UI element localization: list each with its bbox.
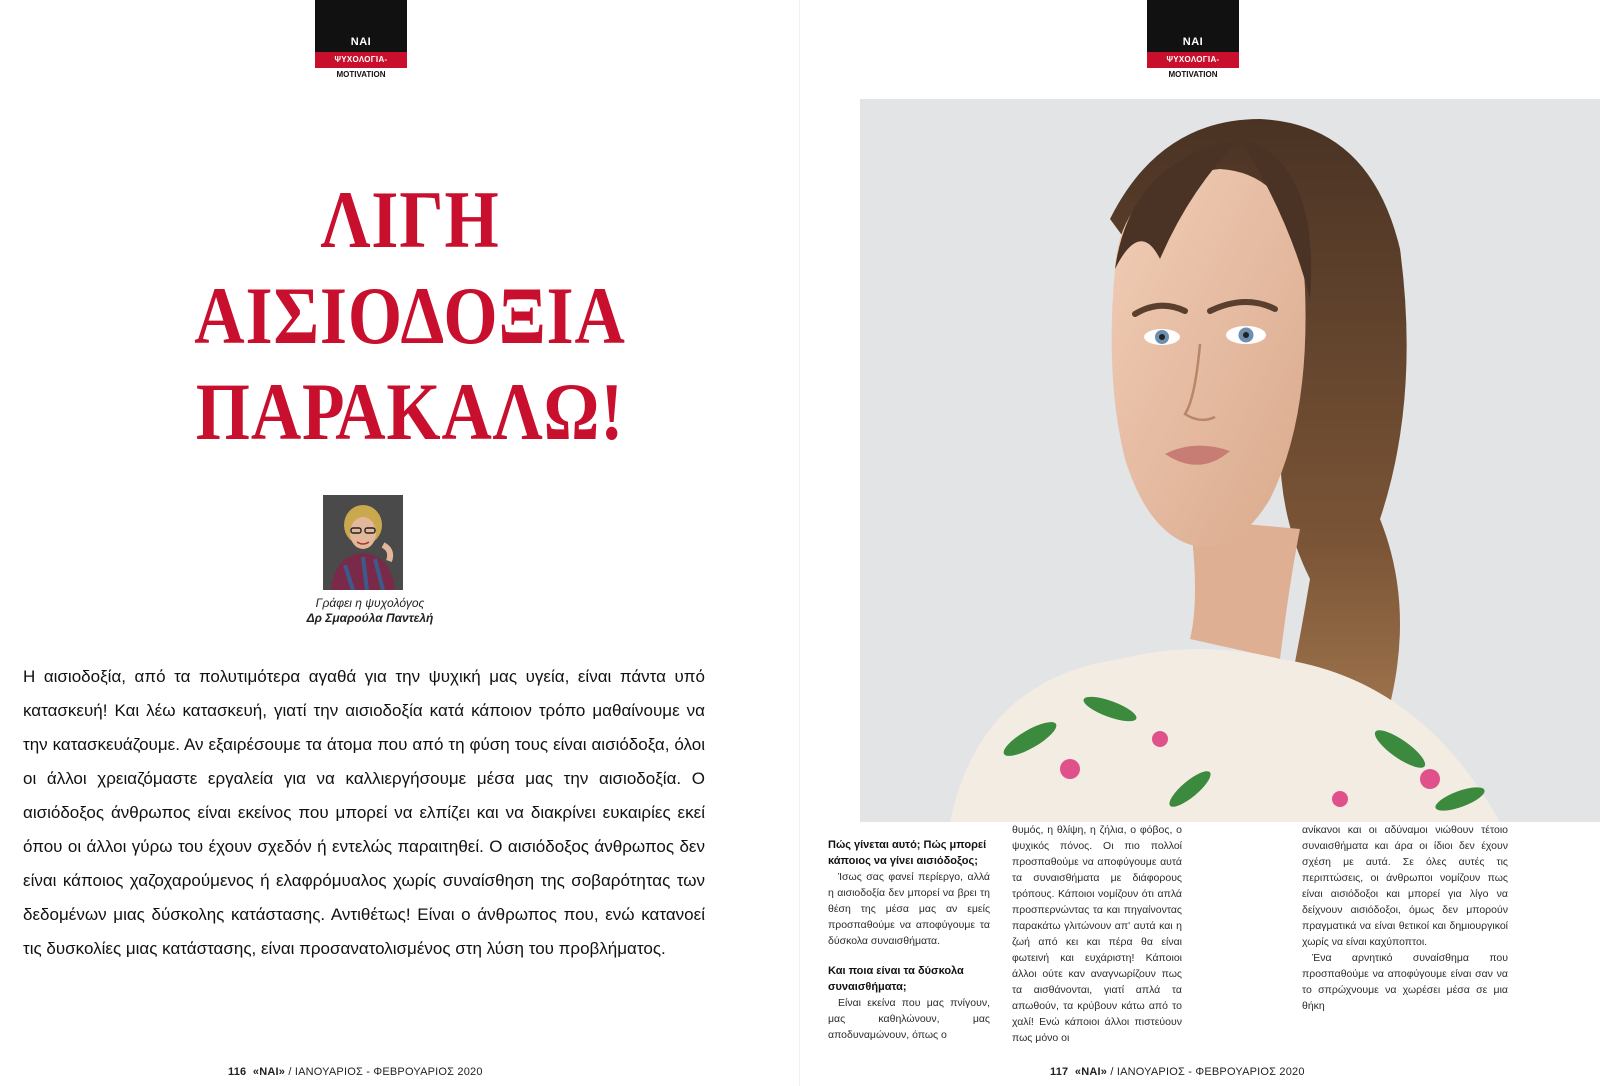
page-number: 116 (228, 1066, 247, 1078)
page-number: 117 (1050, 1066, 1069, 1078)
section-tag-nai: ΝΑΙ (1147, 0, 1239, 52)
article-column-3 (1302, 822, 1508, 1014)
right-page (800, 0, 1600, 1086)
portrait-illustration (860, 99, 1600, 822)
article-column-1 (828, 837, 990, 1043)
hero-photo (860, 99, 1600, 822)
magazine-name: «ΝΑΙ» (1074, 1066, 1108, 1078)
section-tag-sub: MOTIVATION (336, 70, 386, 79)
issue-date: / ΙΑΝΟΥΑΡΙΟΣ - ΦΕΒΡΟΥΑΡΙΟΣ 2020 (1110, 1066, 1305, 1078)
title-line-1: ΛΙΓΗ (320, 174, 500, 265)
section-tag (315, 0, 407, 79)
section-tag (1147, 0, 1239, 79)
title-line-3: ΠΑΡΑΚΑΛΩ! (195, 366, 625, 457)
intro-paragraph: Η αισιοδοξία, από τα πολυτιμότερα αγαθά για την ψυχική μας υγεία, είναι πάντα υπό κατασκευή! Και λέω κατασκευή, γιατί την αισιοδοξία κατά κάποιον τρόπο μαθαίνουμε να την κατασκευάζουμε. Αν εξαιρέσουμε τα άτομα που από τη φύση τους είναι αισιόδοξα, όλοι οι άλλοι χρειαζόμαστε εργαλεία για να καλλιεργήσουμε μέσα μας την αισιοδοξία. Ο αισιόδοξος άνθρωπος είναι εκείνος που μπορεί να ελπίζει και να διακρίνει ευκαιρίες εκεί όπου οι άλλοι γύρω του έχουν σχεδόν ή εντελώς παραιτηθεί. Ο αισιόδοξος άνθρωπος δεν είναι κάποιος χαζοχαρούμενος ή ελαφρόμυαλος χωρίς συναίσθηση της σοβαρότητας των δεδομένων μιας δύσκολης κατάστασης. Αντιθέτως! Είναι ο άνθρωπος που, ενώ κατανοεί τις δυσκολίες μιας κατάστασης, είναι προσανατολισμένος στη λύση του προβλήματος. (23, 667, 705, 958)
column-3-paragraph-1: ανίκανοι και οι αδύναμοι νιώθουν τέτοιο συναισθήματα και άρα οι ίδιοι δεν έχουν σχέση με αυτά. Σε όλες αυτές τις περιπτώσεις, οι άνθρωποι νομίζουν πως είναι αισιόδοξοι και μπορεί για λίγο να δείχνουν αισιόδοξοι, όμως δεν μπορούν πραγματικά να είναι θετικοί και δημιουργικοί χωρίς να είναι καχύποπτοι. (1302, 824, 1508, 948)
author-portrait-illustration (323, 495, 403, 590)
page-footer (1050, 1066, 1305, 1078)
issue-date: / ΙΑΝΟΥΑΡΙΟΣ - ΦΕΒΡΟΥΑΡΙΟΣ 2020 (288, 1066, 483, 1078)
column-1-paragraph-2: Είναι εκείνα που μας πνίγουν, μας καθηλώνουν, μας αποδυναμώνουν, όπως ο (828, 997, 990, 1041)
article-title (96, 172, 725, 460)
column-3-paragraph-2: Ένα αρνητικό συναίσθημα που προσπαθούμε να αποφύγουμε είναι σαν να το σπρώχνουμε να χωρέσει μέσα σε μια θήκη (1302, 952, 1508, 1012)
author-caption (200, 596, 540, 626)
section-tag-category: ΨΥΧΟΛΟΓΙΑ- (1147, 52, 1239, 68)
section-tag-sub: MOTIVATION (1168, 70, 1218, 79)
section-tag-category: ΨΥΧΟΛΟΓΙΑ- (315, 52, 407, 68)
article-column-2 (1012, 822, 1182, 1046)
subheading-how: Πώς γίνεται αυτό; Πώς μπορεί κάποιος να γίνει αισιόδοξος; (828, 839, 987, 867)
magazine-name: «ΝΑΙ» (252, 1066, 286, 1078)
section-tag-nai: ΝΑΙ (315, 0, 407, 52)
column-2-paragraph-1: θυμός, η θλίψη, η ζήλια, ο φόβος, ο ψυχικός πόνος. Οι πιο πολλοί προσπαθούμε να αποφύγουμε αυτά τα συναισθήματα με διάφορους τρόπους. Κάποιοι νομίζουν ότι απλά προσπερνώντας τα και πηγαίνοντας παρακάτω γλιτώνουν απ' αυτά και η ζωή από κει και πέρα θα είναι φωτεινή και ευχάριστη! Κάποιοι άλλοι ούτε καν αναγνωρίζουν πως τα αισθάνονται, γιατί απλά τα απωθούν, τα κρύβουν κάτω από το χαλί! Ενώ κάποιοι άλλοι πιστεύουν πως μόνο οι (1012, 824, 1182, 1044)
author-photo (323, 495, 403, 590)
subheading-difficult-feelings: Και ποια είναι τα δύσκολα συναισθήματα; (828, 965, 964, 993)
page-footer (228, 1066, 483, 1078)
author-name: Δρ Σμαρούλα Παντελή (306, 611, 434, 625)
author-writes: Γράφει η ψυχολόγος (315, 596, 425, 610)
column-1-paragraph-1: Ίσως σας φανεί περίεργο, αλλά η αισιοδοξία δεν μπορεί να βρει τη θέση της μέσα μας αν εμείς προσπαθούμε να αποφύγουμε τα δύσκολα συναισθήματα. (828, 871, 990, 947)
title-line-2: ΑΙΣΙΟΔΟΞΙΑ (194, 270, 626, 361)
